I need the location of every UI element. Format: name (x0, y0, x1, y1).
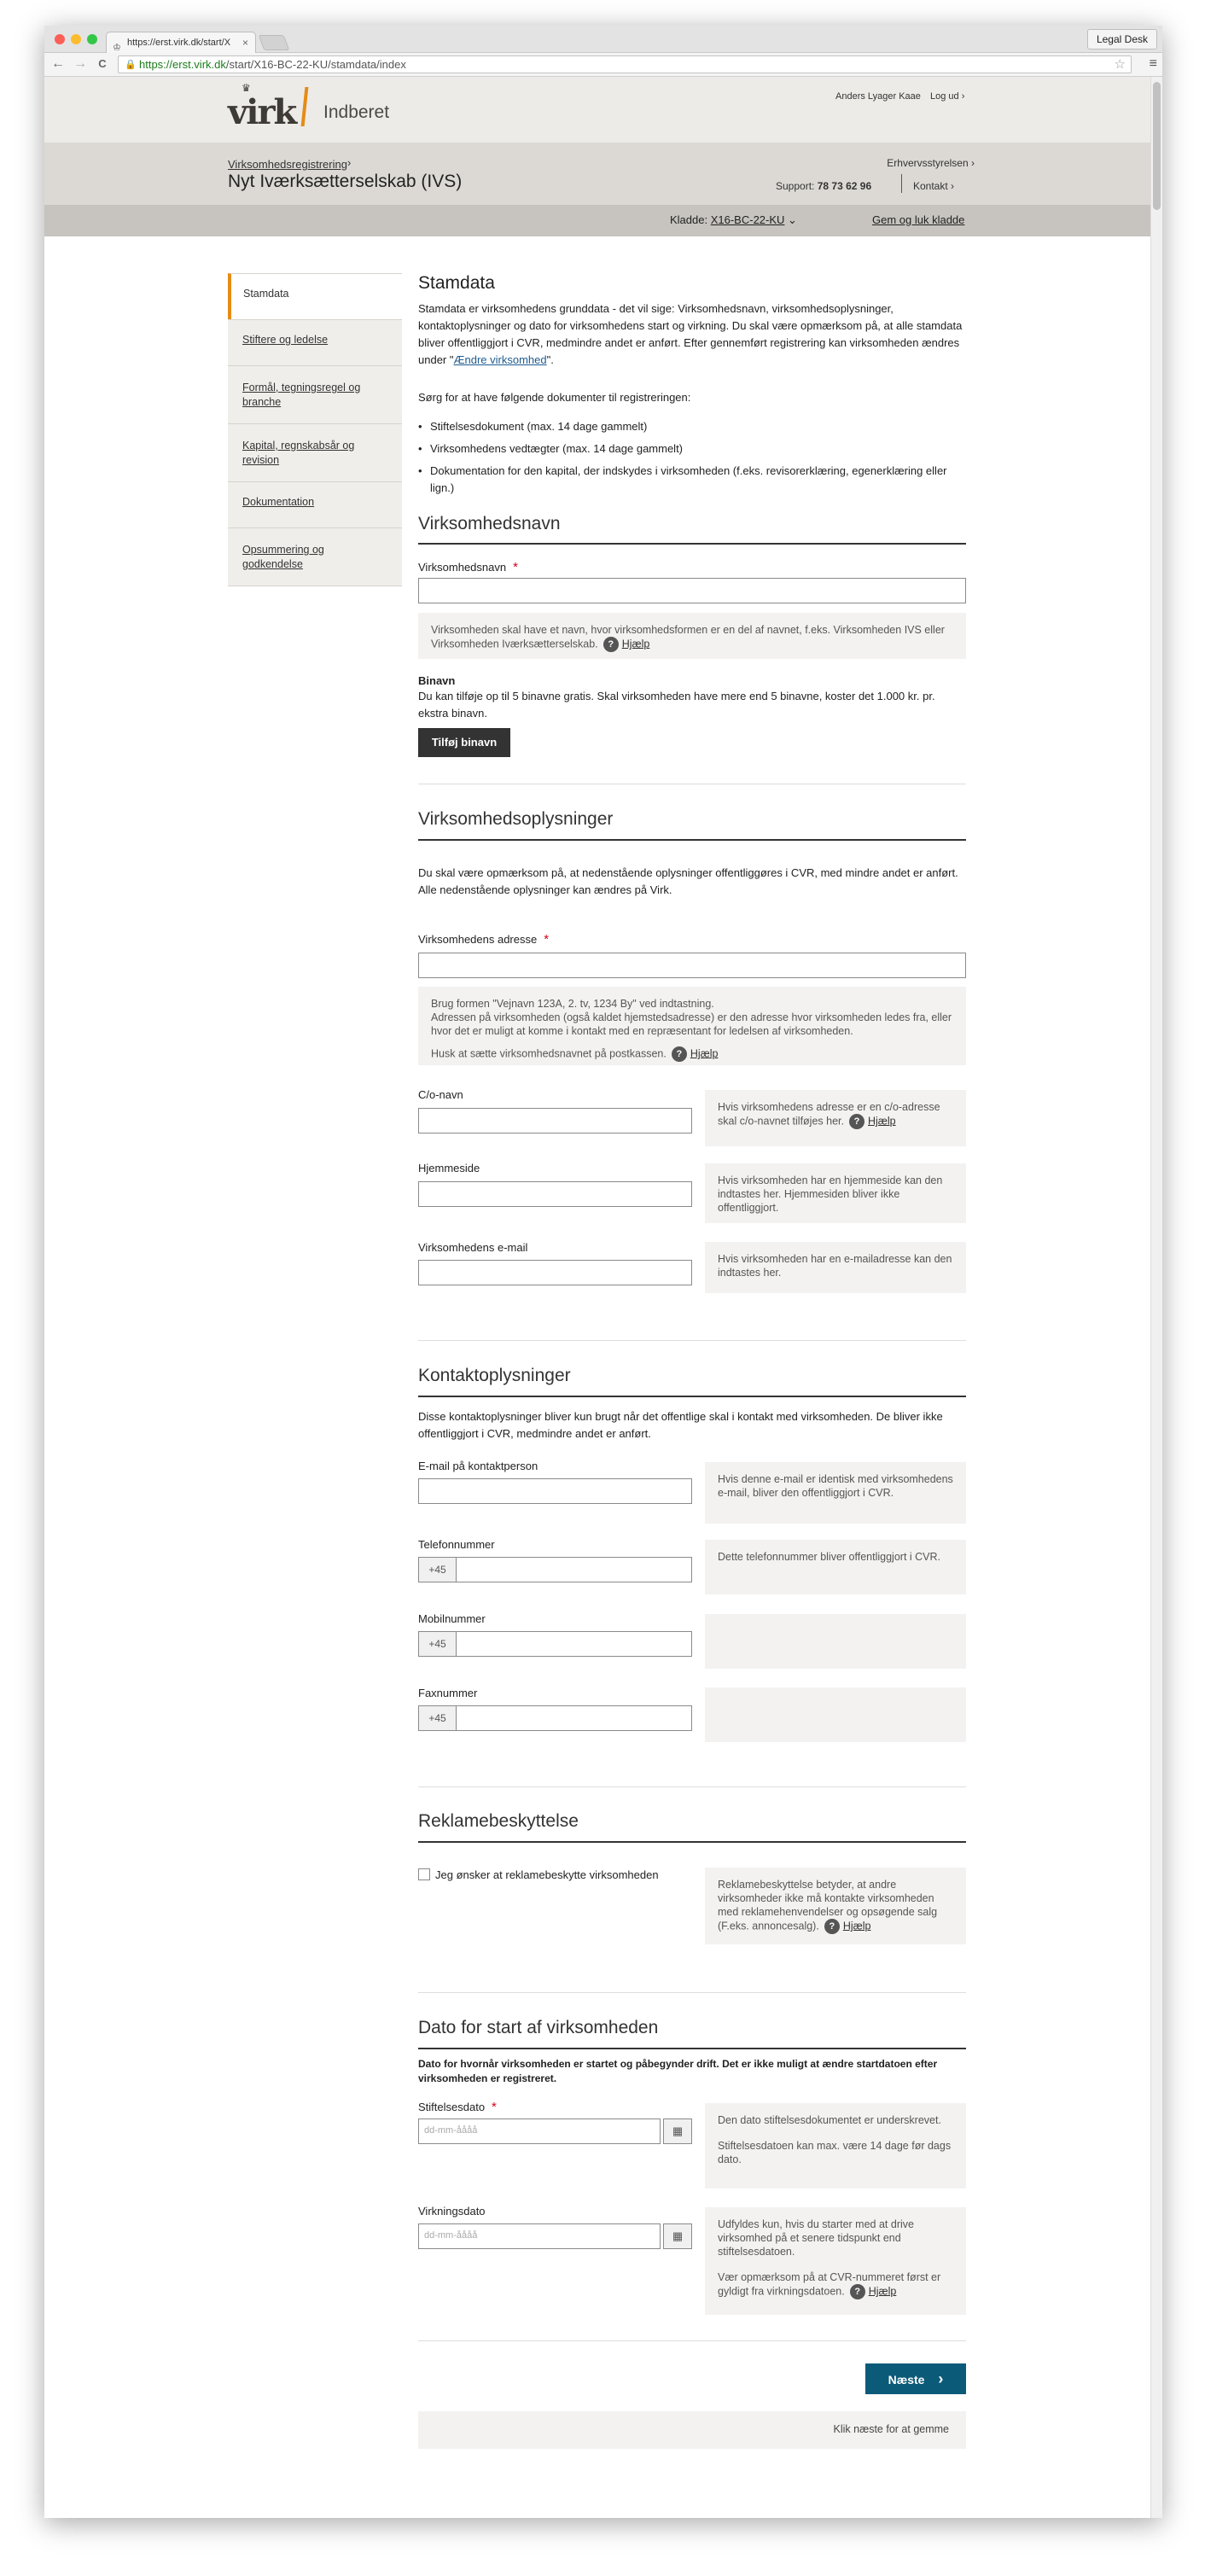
breadcrumb-chevron-icon: › (347, 156, 352, 169)
telefon-input[interactable] (456, 1557, 692, 1582)
next-label: Næste (888, 2373, 925, 2387)
virkning-label: Virkningsdato (418, 2205, 486, 2218)
support-phone: 78 73 62 96 (817, 180, 872, 192)
contact-link[interactable]: Kontakt › (913, 180, 955, 192)
binavn-text: Du kan tilføje op til 5 binavne gratis. Skal virksomheden have mere end 5 binavne, koster det 1.000 kr. pr. ekstra binavn. (418, 690, 935, 720)
new-tab-button[interactable] (259, 35, 290, 50)
section-rule (418, 1396, 966, 1397)
intro-text-end: ". (546, 353, 554, 366)
date-placeholder: dd-mm-åååå (424, 2125, 478, 2136)
support-info (776, 180, 871, 192)
list-item (418, 440, 966, 458)
browser-tab[interactable] (106, 32, 256, 53)
draft-value: X16-BC-22-KU (710, 213, 785, 226)
section-title-oplysninger: Virksomhedsoplysninger (418, 809, 614, 829)
title-band (44, 143, 1162, 205)
agency-link[interactable]: Erhvervsstyrelsen › (887, 157, 975, 169)
divider (901, 174, 902, 193)
help-text: Udfyldes kun, hvis du starter med at drive virksomhed på et senere tidspunkt end stiftelsesdatoen. (718, 2218, 914, 2258)
help-text: Husk at sætte virksomhedsnavnet på postkassen. (431, 1047, 667, 1060)
intro-text: Stamdata er virksomhedens grunddata - det vil sige: Virksomhedsnavn, virksomhedsoplysninger, kontaktoplysninger og dato for virksomhedens start og virkning. Du skal være opmærksom på, at alle stamdata bliver offentliggjort i CVR, medmindre andet er anført. Efter gennemført registrering kan virksomheden ændres under " (418, 302, 963, 366)
virkningsdato-input[interactable] (418, 2223, 661, 2249)
co-help (705, 1090, 966, 1146)
sidebar-item-stamdata[interactable]: Stamdata (228, 273, 402, 319)
draft-selector[interactable] (670, 213, 797, 227)
calendar-icon[interactable]: ▦ (663, 2223, 692, 2249)
browser-window (44, 26, 1162, 2518)
adresse-input[interactable] (418, 953, 966, 978)
divider (418, 1992, 966, 1993)
draft-band (44, 205, 1162, 236)
date-placeholder: dd-mm-åååå (424, 2230, 478, 2241)
help-link[interactable]: Hjælp (842, 1920, 871, 1932)
binavn-title: Binavn (418, 674, 456, 687)
virkning-help (705, 2207, 966, 2315)
scrollbar[interactable] (1150, 77, 1162, 2518)
section-title-dato: Dato for start af virksomheden (418, 2018, 659, 2037)
required-icon: * (492, 2100, 497, 2114)
section-title-reklame: Reklamebeskyttelse (418, 1811, 579, 1831)
mobil-help (705, 1614, 966, 1669)
doc-item: Dokumentation for den kapital, der indskydes i virksomheden (f.eks. revisorerklæring, egenerklæring eller lign.) (430, 464, 947, 494)
country-code-prefix: +45 (418, 1631, 456, 1657)
help-icon[interactable]: ? (672, 1046, 687, 1062)
help-link[interactable]: Hjælp (868, 2285, 897, 2298)
help-text: Adressen på virksomheden (også kaldet hjemstedsadresse) er den adresse hvor virksomheden ledes fra, eller hvor det er muligt at komme i kontakt med en repræsentant for ledelsen af virksomheden. (431, 1011, 952, 1037)
back-icon[interactable]: ← (51, 56, 65, 71)
change-company-link[interactable]: Ændre virksomhed (453, 353, 547, 366)
co-label: C/o-navn (418, 1088, 463, 1101)
kontakt-intro: Disse kontaktoplysninger bliver kun brugt når det offentlige skal i kontakt med virksomheden. De bliver ikke offentliggjort i CVR, medmindre andet er anført. (418, 1410, 943, 1440)
help-icon[interactable]: ? (850, 2284, 865, 2299)
required-icon: * (513, 560, 518, 574)
required-icon: * (544, 932, 550, 947)
sidebar-item-formaal[interactable]: Formål, tegningsregel og branche (228, 365, 402, 423)
section-rule (418, 543, 966, 545)
chevron-down-icon: ⌄ (788, 213, 797, 226)
divider (418, 1340, 966, 1341)
stiftelse-label: Stiftelsesdato (418, 2101, 486, 2113)
tab-close-icon[interactable]: × (242, 37, 248, 49)
email-help: Hvis virksomheden har en e-mailadresse kan den indtastes her. (705, 1242, 966, 1293)
help-icon[interactable]: ? (849, 1114, 864, 1129)
virksomhedsnavn-label: Virksomhedsnavn (418, 561, 507, 574)
section-rule (418, 839, 966, 841)
navn-help (418, 613, 966, 659)
tab-bar (44, 26, 1162, 53)
divider (418, 2340, 966, 2341)
crown-icon: ♛ (242, 82, 251, 94)
field-label (418, 932, 549, 947)
section-rule (418, 2048, 966, 2049)
chevron-right-icon: › (938, 2370, 944, 2387)
field-label (418, 560, 518, 574)
next-button[interactable] (865, 2363, 966, 2394)
maximize-window-button[interactable] (87, 34, 97, 44)
minimize-window-button[interactable] (71, 34, 81, 44)
save-draft-link[interactable]: Gem og luk kladde (872, 213, 965, 226)
help-text: Reklamebeskyttelse betyder, at andre virksomheder ikke må kontakte virksomheden med reklamehenvendelser og opsøgende salg (F.eks. annoncesalg). (718, 1879, 938, 1932)
help-text: Den dato stiftelsesdokumentet er underskrevet. (718, 2114, 941, 2126)
page (44, 77, 1162, 2518)
close-window-button[interactable] (55, 34, 65, 44)
docs-lead: Sørg for at have følgende dokumenter til registreringen: (418, 391, 691, 404)
forward-icon[interactable]: → (73, 56, 87, 71)
breadcrumb[interactable]: Virksomhedsregistrering (228, 158, 347, 171)
reload-icon[interactable]: C (98, 57, 107, 70)
fax-label: Faxnummer (418, 1687, 478, 1699)
help-link[interactable]: Hjælp (621, 638, 650, 650)
browser-toolbar (44, 53, 1162, 77)
logo-divider (301, 87, 309, 126)
draft-label: Kladde: (670, 213, 708, 226)
adresse-help (418, 987, 966, 1065)
scrollbar-thumb[interactable] (1153, 82, 1161, 210)
intro-line: Du skal være opmærksom på, at nedenstående oplysninger offentliggøres i CVR, med mindre andet er anført. (418, 866, 958, 879)
mobil-label: Mobilnummer (418, 1612, 486, 1625)
adresse-label: Virksomhedens adresse (418, 933, 538, 946)
browser-menu-icon[interactable]: ≡ (1149, 56, 1157, 71)
help-text: Stiftelsesdatoen kan max. være 14 dage før dags dato. (718, 2140, 952, 2165)
bookmark-star-icon[interactable]: ☆ (1114, 57, 1126, 72)
tlf-help: Dette telefonnummer bliver offentliggjort i CVR. (705, 1540, 966, 1594)
hjemmeside-input[interactable] (418, 1181, 692, 1207)
url-host: https://erst.virk.dk (139, 58, 226, 71)
help-link[interactable]: Hjælp (867, 1115, 896, 1128)
logout-link[interactable]: Log ud › (930, 91, 965, 102)
web-label: Hjemmeside (418, 1162, 480, 1174)
logo-subtitle: Indberet (323, 102, 390, 122)
help-text: Vær opmærksom på at CVR-nummeret først er gyldigt fra virkningsdatoen. (718, 2271, 941, 2298)
bullet-icon: • (418, 420, 422, 433)
stiftelsesdato-input[interactable] (418, 2118, 661, 2144)
section-title-navn: Virksomhedsnavn (418, 514, 561, 533)
help-icon[interactable]: ? (824, 1919, 840, 1934)
help-text: Hvis virksomhedens adresse er en c/o-adresse skal c/o-navnet tilføjes her. (718, 1101, 940, 1128)
sidebar-item-stiftere[interactable]: Stiftere og ledelse (228, 319, 402, 365)
list-item (418, 463, 966, 497)
profile-button[interactable]: Legal Desk (1087, 29, 1157, 50)
stamdata-intro (418, 300, 966, 369)
favicon-icon: ♔ (113, 43, 121, 53)
url-path: /start/X16-BC-22-KU/stamdata/index (225, 58, 406, 71)
sidebar-item-opsummering[interactable]: Opsummering og godkendelse (228, 527, 402, 586)
web-help: Hvis virksomheden har en hjemmeside kan den indtastes her. Hjemmesiden bliver ikke offentliggjort. (705, 1163, 966, 1223)
fax-input[interactable] (456, 1705, 692, 1731)
lock-icon: 🔒 (125, 60, 137, 70)
field-label (418, 2100, 497, 2114)
stiftelse-help (705, 2103, 966, 2188)
step-sidebar (228, 273, 402, 586)
help-text: Brug formen "Vejnavn 123A, 2. tv, 1234 By" ved indtastning. (431, 998, 714, 1010)
reklame-checkbox[interactable] (418, 1868, 430, 1880)
page-title: Nyt Iværksætterselskab (IVS) (228, 172, 463, 191)
sidebar-item-kapital[interactable]: Kapital, regnskabsår og revision (228, 423, 402, 481)
dato-intro: Dato for hvornår virksomheden er startet og påbegynder drift. Det er ikke muligt at ændre startdatoen efter virksomheden er registreret. (418, 2058, 938, 2084)
bullet-icon: • (418, 442, 422, 455)
help-text: Virksomheden skal have et navn, hvor virksomhedsformen er en del af navnet, f.eks. Virksomheden IVS eller Virksomheden Iværksætterselskab. (431, 624, 945, 650)
kontakt-email-input[interactable] (418, 1478, 692, 1504)
country-code-prefix: +45 (418, 1705, 456, 1731)
kontakt-email-label: E-mail på kontaktperson (418, 1460, 538, 1472)
user-name: Anders Lyager Kaae (835, 91, 921, 102)
email-label: Virksomhedens e-mail (418, 1241, 528, 1254)
bullet-icon: • (418, 464, 422, 477)
help-icon[interactable]: ? (603, 637, 619, 652)
sidebar-item-dokumentation[interactable]: Dokumentation (228, 481, 402, 527)
help-link[interactable]: Hjælp (690, 1047, 719, 1060)
co-input[interactable] (418, 1108, 692, 1134)
doc-item: Virksomhedens vedtægter (max. 14 dage gammelt) (430, 442, 684, 455)
mobil-input[interactable] (456, 1631, 692, 1657)
docs-list (418, 418, 966, 497)
help-text-row (431, 1046, 953, 1062)
reklame-help (705, 1868, 966, 1944)
doc-item: Stiftelsesdokument (max. 14 dage gammelt) (430, 420, 648, 433)
kontakt-email-help: Hvis denne e-mail er identisk med virksomhedens e-mail, bliver den offentliggjort i CVR. (705, 1462, 966, 1524)
virksomhedsnavn-input[interactable] (418, 578, 966, 603)
tlf-label: Telefonnummer (418, 1538, 495, 1551)
help-text-row (718, 2270, 953, 2299)
support-label: Support: (776, 180, 815, 192)
intro-line: Alle nedenstående oplysninger kan ændres på Virk. (418, 883, 672, 896)
reklame-checkbox-label[interactable]: Jeg ønsker at reklamebeskytte virksomheden (435, 1868, 659, 1881)
logo-text: virk (228, 92, 296, 132)
section-rule (418, 1841, 966, 1843)
list-item (418, 418, 966, 435)
add-binavn-button[interactable]: Tilføj binavn (418, 728, 510, 757)
divider (418, 1786, 966, 1787)
country-code-prefix: +45 (418, 1557, 456, 1582)
section-title-kontakt: Kontaktoplysninger (418, 1366, 571, 1385)
oplysninger-intro (418, 865, 966, 899)
address-bar[interactable] (118, 55, 1132, 73)
fax-help (705, 1687, 966, 1742)
site-header (44, 77, 1162, 143)
tab-title: https://erst.virk.dk/start/X (127, 38, 231, 48)
section-title-stamdata: Stamdata (418, 273, 495, 293)
save-hint: Klik næste for at gemme (418, 2411, 966, 2449)
window-controls (55, 34, 97, 44)
calendar-icon[interactable]: ▦ (663, 2118, 692, 2144)
email-input[interactable] (418, 1260, 692, 1285)
